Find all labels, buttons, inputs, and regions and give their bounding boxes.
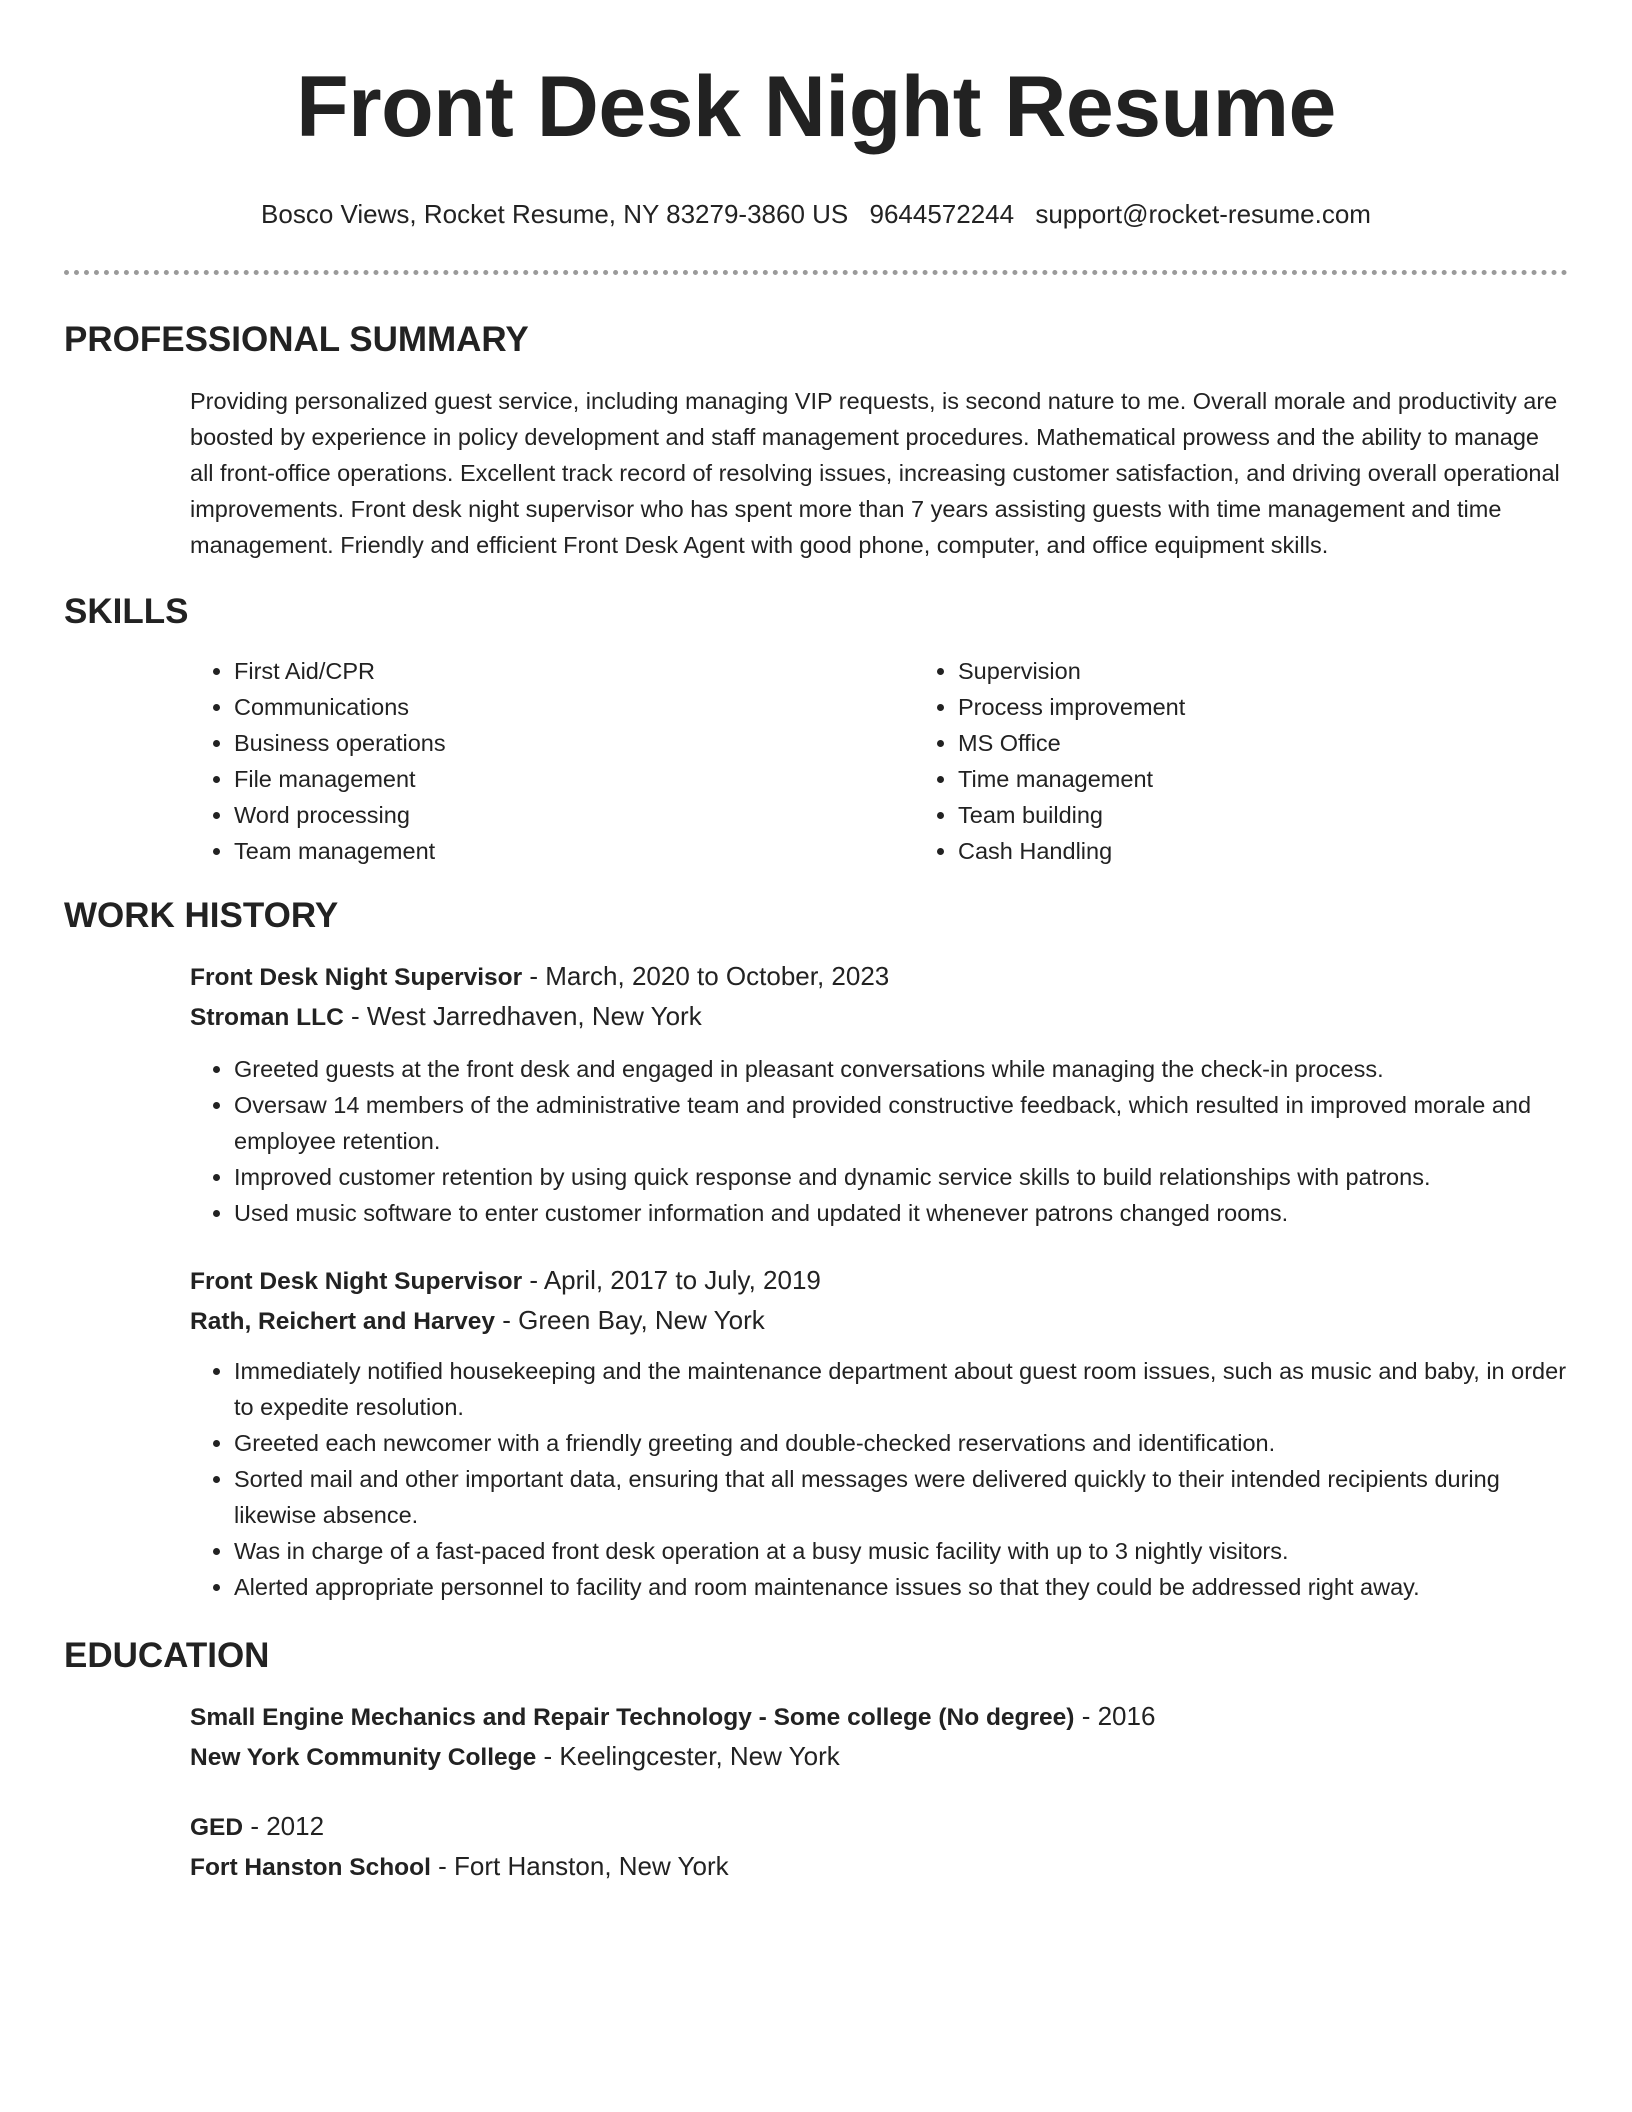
- duty-item: • Improved customer retention by using quick response and dynamic service skills to build relationships with patrons.: [234, 1159, 1568, 1195]
- skill-item: • File management: [234, 761, 914, 797]
- skills-column-left: [190, 653, 914, 869]
- duty-item: • Sorted mail and other important data, ensuring that all messages were delivered quickly to their intended recipients during likewise absence.: [234, 1461, 1568, 1533]
- summary-text: Providing personalized guest service, including managing VIP requests, is second nature to me. Overall morale and productivity are boosted by experience in policy development and staff management procedures. Mathematical prowess and the ability to manage all front-office operations. Excellent track record of resolving issues, increasing customer satisfaction, and driving overall operational improvements. Front desk night supervisor who has spent more than 7 years assisting guests with time management and time management. Friendly and efficient Front Desk Agent with good phone, computer, and office equipment skills.: [190, 388, 1560, 558]
- job-location: - Green Bay, New York: [495, 1305, 765, 1335]
- duty-item: • Oversaw 14 members of the administrative team and provided constructive feedback, which resulted in improved morale and employee retention.: [234, 1087, 1568, 1159]
- education-entry: [190, 1697, 1568, 1777]
- job-duties: [190, 1051, 1568, 1231]
- duty-item: • Used music software to enter customer information and updated it whenever patrons changed rooms.: [234, 1195, 1568, 1231]
- job-entry: [190, 957, 1568, 1231]
- job-title-line: [190, 957, 1568, 997]
- duty-item: • Immediately notified housekeeping and the maintenance department about guest room issues, such as music and baby, in order to expedite resolution.: [234, 1353, 1568, 1425]
- skills-heading: SKILLS: [64, 592, 189, 631]
- education-heading: EDUCATION: [64, 1636, 270, 1675]
- job-dates: - April, 2017 to July, 2019: [522, 1265, 821, 1295]
- summary-heading: PROFESSIONAL SUMMARY: [64, 320, 529, 359]
- job-duties: [190, 1353, 1568, 1605]
- skills-list: [190, 653, 1568, 869]
- duty-item: • Greeted each newcomer with a friendly greeting and double-checked reservations and identification.: [234, 1425, 1568, 1461]
- skill-item: • MS Office: [958, 725, 1632, 761]
- resume-title: Front Desk Night Resume: [296, 59, 1336, 155]
- job-company-line: [190, 997, 1568, 1037]
- skill-item: • Communications: [234, 689, 914, 725]
- job-dates: - March, 2020 to October, 2023: [522, 961, 890, 991]
- skill-item: • Time management: [958, 761, 1632, 797]
- duty-item: • Greeted guests at the front desk and engaged in pleasant conversations while managing the check-in process.: [234, 1051, 1568, 1087]
- skill-item: • Cash Handling: [958, 833, 1632, 869]
- skill-item: • Team building: [958, 797, 1632, 833]
- education-location: - Fort Hanston, New York: [430, 1851, 729, 1881]
- job-role: Front Desk Night Supervisor: [190, 964, 523, 991]
- duty-item: • Alerted appropriate personnel to facility and room maintenance issues so that they could be addressed right away.: [234, 1569, 1568, 1605]
- education-year: - 2012: [243, 1811, 325, 1841]
- education-school-line: [190, 1847, 1568, 1887]
- contact-phone: 9644572244: [869, 199, 1015, 229]
- skills-column-right: [914, 653, 1632, 869]
- duty-item: • Was in charge of a fast-paced front desk operation at a busy music facility with up to 3 nightly visitors.: [234, 1533, 1568, 1569]
- skill-item: • Process improvement: [958, 689, 1632, 725]
- education-school-line: [190, 1737, 1568, 1777]
- summary-section: [190, 383, 1568, 563]
- skill-item: • First Aid/CPR: [234, 653, 914, 689]
- skill-item: • Business operations: [234, 725, 914, 761]
- header-divider: [64, 270, 1568, 275]
- education-entry: [190, 1807, 1568, 1887]
- skill-item: • Supervision: [958, 653, 1632, 689]
- education-location: - Keelingcester, New York: [536, 1741, 840, 1771]
- education-degree-line: [190, 1807, 1568, 1847]
- work-history-heading: WORK HISTORY: [64, 896, 339, 935]
- skill-item: • Team management: [234, 833, 914, 869]
- job-company-line: [190, 1301, 1568, 1341]
- job-role: Front Desk Night Supervisor: [190, 1268, 523, 1295]
- contact-email: support@rocket-resume.com: [1035, 199, 1371, 229]
- contact-line: [64, 196, 1568, 232]
- job-title-line: [190, 1261, 1568, 1301]
- job-company: Stroman LLC: [190, 1004, 344, 1031]
- job-location: - West Jarredhaven, New York: [343, 1001, 702, 1031]
- education-school: Fort Hanston School: [190, 1854, 431, 1881]
- education-school: New York Community College: [190, 1744, 537, 1771]
- job-entry: [190, 1261, 1568, 1605]
- education-degree-line: [190, 1697, 1568, 1737]
- education-year: - 2016: [1074, 1701, 1156, 1731]
- education-degree: GED: [190, 1814, 244, 1841]
- job-company: Rath, Reichert and Harvey: [190, 1308, 495, 1335]
- contact-address: Bosco Views, Rocket Resume, NY 83279-3860 US: [261, 199, 849, 229]
- skill-item: • Word processing: [234, 797, 914, 833]
- education-degree: Small Engine Mechanics and Repair Technology - Some college (No degree): [190, 1704, 1075, 1731]
